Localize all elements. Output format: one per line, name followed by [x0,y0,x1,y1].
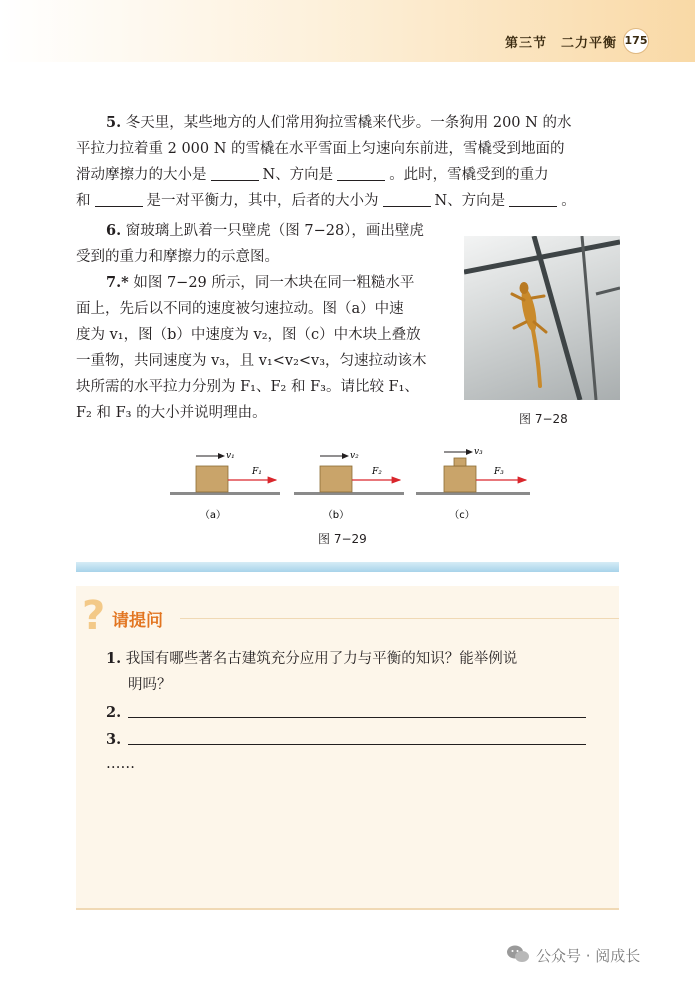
panel-b [294,451,404,495]
ground-surface [416,492,530,495]
answer-blank [211,166,259,181]
ground-surface [170,492,280,495]
answer-blank [95,192,143,207]
panel-c [416,447,530,495]
question-mark-icon: ? [82,593,106,639]
panel-label: （a） [199,510,227,521]
problem-text: 块所需的水平拉力分别为 F₁、F₂ 和 F₃。请比较 F₁、 [76,379,419,395]
answer-line[interactable] [128,744,586,745]
problem-text: 是一对平衡力，其中，后者的大小为 [146,193,379,209]
wooden-block [196,466,228,492]
velocity-label: v₂ [350,451,359,461]
section-divider [76,562,619,572]
problem-text: 度为 v₁，图（b）中速度为 v₂，图（c）中木块上叠放 [76,327,421,343]
ask-title: 请提问 [112,611,163,631]
wechat-icon [506,944,530,964]
stacked-weight [454,458,466,466]
problem-text: F₂ 和 F₃ 的大小并说明理由。 [76,405,267,421]
ask-question-1 [106,646,517,672]
problem-text: 。 [561,193,576,209]
figure-7-29 [160,444,540,524]
gecko-photo [464,236,620,400]
problem-text: 。此时，雪橇受到的重力 [389,167,549,183]
problem-text: 一重物，共同速度为 v₃，且 v₁<v₂<v₃，匀速拉动该木 [76,353,427,369]
problem-text: N、方向是 [262,167,334,183]
wooden-block [444,466,476,492]
ellipsis: …… [106,756,135,772]
problem-text: 面上，先后以不同的速度被匀速拉动。图（a）中速 [76,301,404,317]
panel-label: （c） [449,510,475,521]
problem-number: 6. [106,222,122,239]
force-label: F₁ [252,467,262,477]
question-text: 明吗？ [128,677,172,693]
problem-text: 和 [76,193,91,209]
page-number: 175 [623,28,649,54]
wooden-block [320,466,352,492]
answer-line[interactable] [128,717,586,718]
answer-blank [509,192,557,207]
section-title: 第三节 二力平衡 [504,36,617,51]
problem-text: 窗玻璃上趴着一只壁虎（图 7−28），画出壁虎 [125,223,424,239]
answer-blank [337,166,385,181]
watermark-text: 公众号 · 阅成长 [536,947,641,965]
gecko-illustration [464,236,620,400]
panel-label: （b） [322,510,350,521]
problem-text: 受到的重力和摩擦力的示意图。 [76,249,279,265]
figure-7-29-caption: 图 7−29 [318,532,367,546]
force-label: F₂ [372,467,382,477]
question-number: 3. [106,731,122,748]
velocity-label: v₁ [226,451,235,461]
problem-text: N、方向是 [434,193,506,209]
problem-text: 冬天里，某些地方的人们常用狗拉雪橇来代步。一条狗用 200 N 的水 [125,115,572,131]
force-label: F₃ [494,467,504,477]
question-number: 2. [106,704,122,721]
problem-number: 5. [106,114,122,131]
problem-number: 7.* [106,274,129,291]
panel-a [170,451,280,495]
figure-7-28-caption: 图 7−28 [519,412,568,426]
page-header [0,0,695,62]
question-text: 我国有哪些著名古建筑充分应用了力与平衡的知识？能举例说 [125,651,518,667]
problem-text: 平拉力拉着重 2 000 N 的雪橇在水平雪面上匀速向东前进，雪橇受到地面的 [76,141,565,157]
answer-blank [383,192,431,207]
title-rule [180,618,619,619]
ask-box [76,586,619,910]
problem-text: 如图 7−29 所示，同一木块在同一粗糙水平 [133,275,415,291]
velocity-label: v₃ [474,447,483,457]
question-number: 1. [106,650,122,667]
problem-text: 滑动摩擦力的大小是 [76,167,207,183]
ground-surface [294,492,404,495]
